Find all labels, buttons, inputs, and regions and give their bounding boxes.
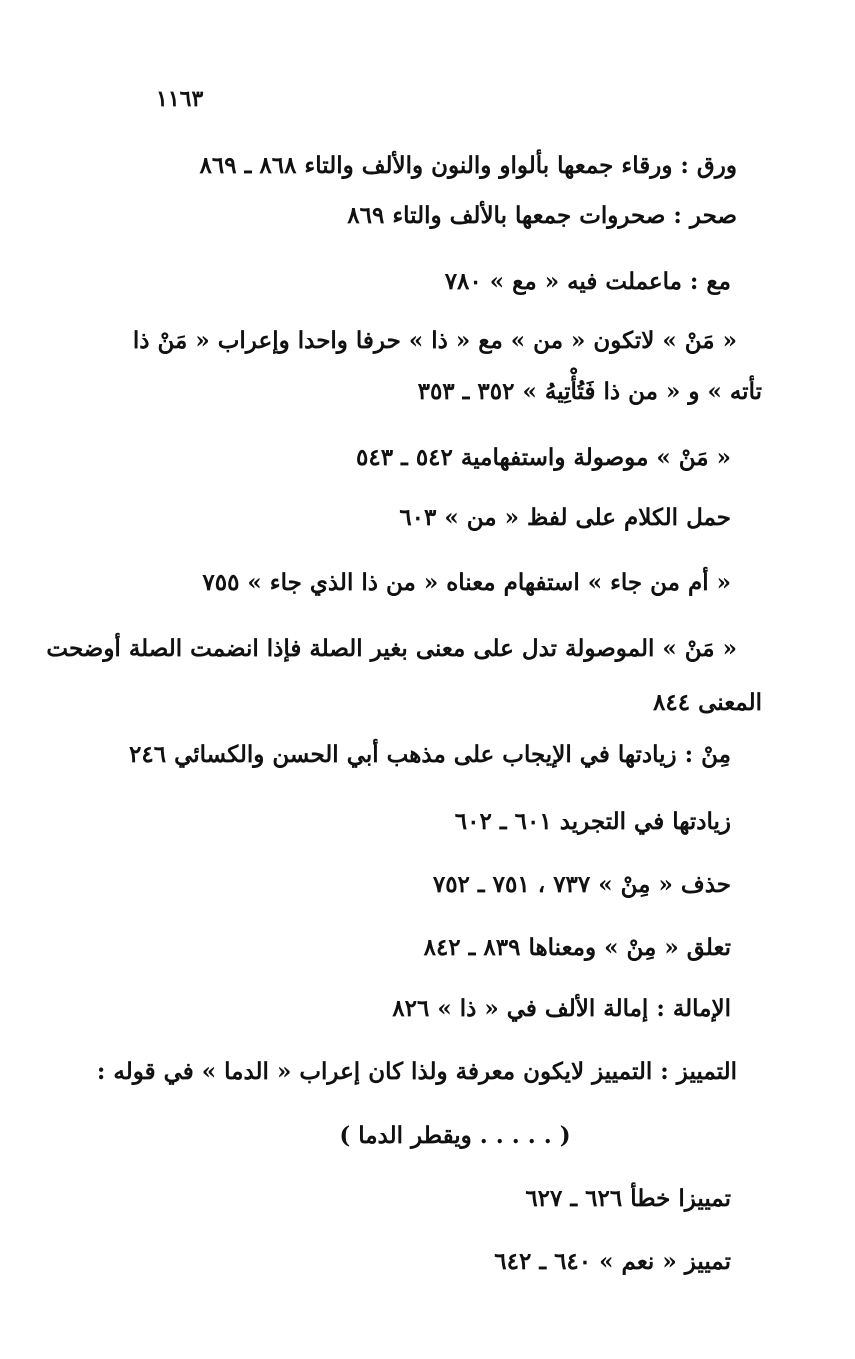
index-entry-tamyiz-niima: تمييز « نعم » ٦٤٠ ـ ٦٤٢ xyxy=(494,1248,731,1275)
index-entry-tamyiz-khata: تمييزا خطأ ٦٢٦ ـ ٦٢٧ xyxy=(525,1185,731,1212)
index-entry-man-dha-continued: تأته » و « من ذا فَتُأْتِيهُ » ٣٥٢ ـ ٣٥٣ xyxy=(417,378,762,405)
page-number: ١١٦٣ xyxy=(156,86,204,112)
index-entry-hadhf-min: حذف « مِنْ » ٧٣٧ ، ٧٥١ ـ ٧٥٢ xyxy=(432,871,731,898)
index-entry-man-mawsula: « مَنْ » موصولة واستفهامية ٥٤٢ ـ ٥٤٣ xyxy=(355,444,731,471)
index-entry-haml-kalam: حمل الكلام على لفظ « من » ٦٠٣ xyxy=(399,504,731,531)
index-entry-min-ziyada: مِنْ : زيادتها في الإيجاب على مذهب أبي الحسن والكسائي ٢٤٦ xyxy=(129,741,731,768)
verse-quotation: ( . . . . . ويقطر الدما ) xyxy=(339,1122,571,1149)
index-entry-ziyada-tajrid: زيادتها في التجريد ٦٠١ ـ ٦٠٢ xyxy=(454,808,731,835)
index-entry-man-sila-continued: المعنى ٨٤٤ xyxy=(653,689,762,716)
index-entry-sahar: صحر : صحروات جمعها بالألف والتاء ٨٦٩ xyxy=(347,202,737,229)
index-entry-man-dha: « مَنْ » لاتكون « من » مع « ذا » حرفا واحدا وإعراب « مَنْ ذا xyxy=(132,327,737,354)
index-entry-taalluq-min: تعلق « مِنْ » ومعناها ٨٣٩ ـ ٨٤٢ xyxy=(423,934,731,961)
index-entry-man-sila: « مَنْ » الموصولة تدل على معنى بغير الصلة فإذا انضمت الصلة أوضحت xyxy=(46,635,737,662)
index-entry-maa: مع : ماعملت فيه « مع » ٧٨٠ xyxy=(444,268,731,295)
index-entry-waraq: ورق : ورقاء جمعها بألواو والنون والألف والتاء ٨٦٨ ـ ٨٦٩ xyxy=(199,152,737,179)
index-entry-imala: الإمالة : إمالة الألف في « ذا » ٨٢٦ xyxy=(392,995,731,1022)
index-entry-tamyiz: التمييز : التمييز لايكون معرفة ولذا كان إعراب « الدما » في قوله : xyxy=(96,1058,737,1085)
index-entry-am-man-jaa: « أم من جاء » استفهام معناه « من ذا الذي جاء » ٧٥٥ xyxy=(202,569,731,596)
